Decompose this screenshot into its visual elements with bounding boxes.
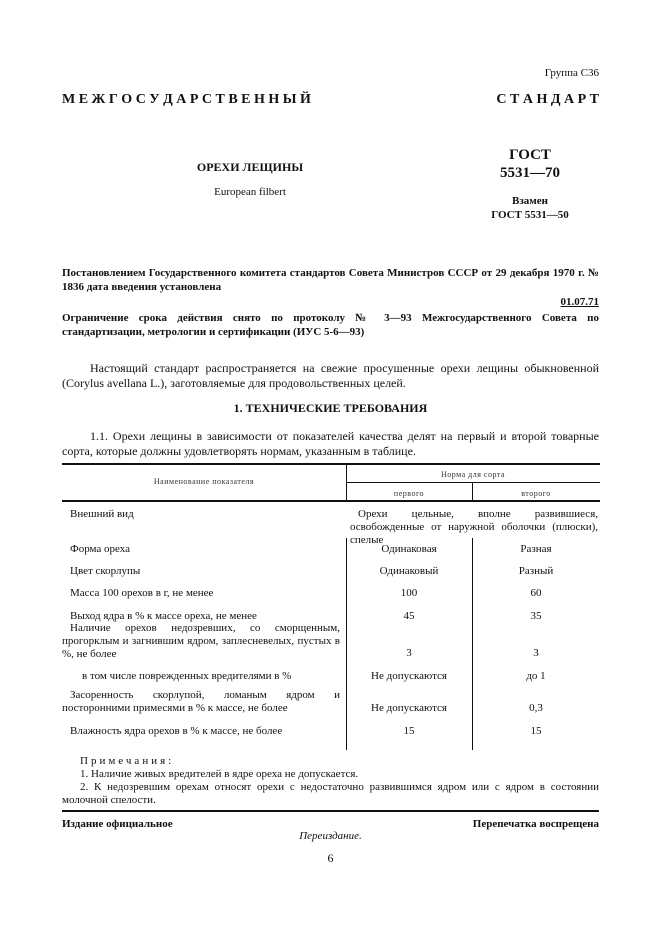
- table-row-first: 3: [406, 647, 412, 659]
- standard-banner: [62, 92, 599, 108]
- group-code: Группа С36: [544, 67, 599, 79]
- footer: [62, 818, 599, 830]
- replace-label: Взамен: [512, 195, 548, 207]
- replaces-standard: [470, 194, 590, 222]
- official-edition: Издание официальное: [62, 818, 173, 830]
- table-row-name: Наличие орехов недозревших, со сморщенным, прогорклым и загнившим ядром, заплесневелых, пустых в %, не более: [62, 622, 340, 660]
- banner-word-interstate: М Е Ж Г О С У Д А Р С Т В Е Н Н Ы Й: [62, 92, 311, 107]
- intro-paragraph: Настоящий стандарт распространяется на свежие просушенные орехи лещины обыкновенной (Corylus avellana L.), заготовляемые для продовольственных целей.: [62, 361, 599, 390]
- header-second: второго: [521, 489, 551, 498]
- note-item: 1. Наличие живых вредителей в ядре ореха не допускается.: [80, 768, 359, 780]
- effective-date: 01.07.71: [560, 296, 599, 308]
- notes-title: Примечания:: [80, 755, 175, 767]
- paragraph-1-1: 1.1. Орехи лещины в зависимости от показателей качества делят на первый и второй товарные сорта, которые должны удовлетворять нормам, указанным в таблице.: [62, 429, 599, 458]
- document-subtitle: European filbert: [214, 186, 286, 198]
- reissue-label: Переиздание.: [299, 830, 362, 842]
- notes: [62, 755, 599, 807]
- table-row-name: Масса 100 орехов в г, не менее: [70, 587, 214, 599]
- table-row-first: 45: [403, 610, 415, 622]
- table-row-first: 100: [400, 587, 418, 599]
- document-title: ОРЕХИ ЛЕЩИНЫ: [196, 160, 304, 174]
- header-norm: Норма для сорта: [440, 470, 506, 479]
- limit-text: Ограничение срока действия снято по протоколу № 3—93 Межгосударственного Совета по стандартизации, метрологии и сертификации (ИУС 5-6—93): [62, 312, 599, 338]
- table-row-second: Разная: [520, 543, 552, 555]
- section-title: 1. ТЕХНИЧЕСКИЕ ТРЕБОВАНИЯ: [233, 401, 428, 415]
- replace-code: ГОСТ 5531—50: [491, 209, 569, 221]
- banner-word-standard: С Т А Н Д А Р Т: [496, 92, 599, 107]
- table-row-name: в том числе поврежденных вредителями в %: [82, 670, 292, 682]
- page-number: 6: [327, 851, 334, 865]
- table-row-second: 3: [533, 647, 539, 659]
- table-row-second: 35: [530, 610, 542, 622]
- table-row-first: Одинаковая: [381, 543, 437, 555]
- row-appearance-name: Внешний вид: [70, 508, 134, 520]
- gost-code: 5531—70: [500, 165, 560, 181]
- table-row-first: Не допускаются: [371, 670, 447, 682]
- decree-text: Постановлением Государственного комитета стандартов Совета Министров СССР от 29 декабря 1970 г. № 1836 дата введения установлена: [62, 267, 599, 293]
- table-row-name: Засоренность скорлупой, ломаным ядром и посторонними примесями в % к массе, не более: [62, 689, 340, 714]
- header-first: первого: [393, 489, 425, 498]
- table-row-name: Влажность ядра орехов в % к массе, не более: [70, 725, 283, 737]
- gost-label: ГОСТ: [509, 147, 551, 163]
- table-row-first: Одинаковый: [379, 565, 439, 577]
- table-row-name: Цвет скорлупы: [70, 565, 141, 577]
- header-divider: [346, 482, 600, 483]
- row-appearance-value: Орехи цельные, вполне развившиеся, освобожденные от наружной оболочки (плюски), спелые: [350, 508, 598, 546]
- table-row-second: Разный: [518, 565, 554, 577]
- table-row-second: 15: [530, 725, 542, 737]
- footer-rule: [62, 810, 599, 812]
- header-indicator: Наименование показателя: [153, 477, 255, 486]
- gost-number: [470, 146, 590, 182]
- table-row-second: 60: [530, 587, 542, 599]
- table-row-second: до 1: [526, 670, 546, 682]
- requirements-table: [62, 463, 600, 750]
- table-row-second: 0,3: [529, 702, 543, 714]
- table-row-name: Форма ореха: [70, 543, 131, 555]
- table-row-first: 15: [403, 725, 415, 737]
- table-row-first: Не допускаются: [371, 702, 447, 714]
- note-item: 2. К недозревшим орехам относят орехи с недостаточно развившимся ядром или с ядром в состоянии молочной спелости.: [62, 781, 599, 806]
- header-bottom-rule: [62, 500, 600, 502]
- table-top-rule: [62, 463, 600, 465]
- table-row-name: Выход ядра в % к массе ореха, не менее: [70, 610, 257, 622]
- reprint-prohibited: Перепечатка воспрещена: [472, 818, 599, 830]
